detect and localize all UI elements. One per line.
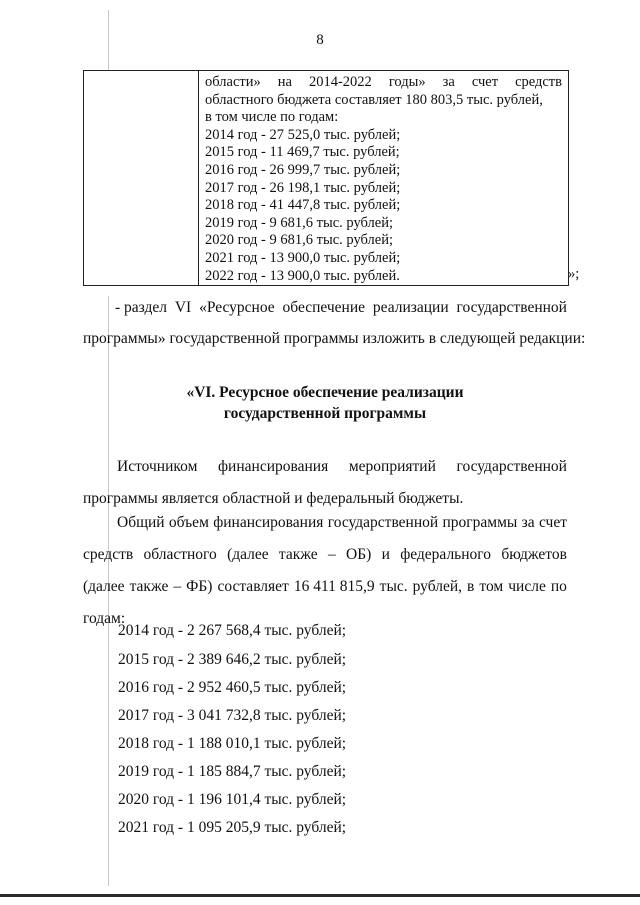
table-line: 2020 год - 9 681,6 тыс. рублей; bbox=[205, 232, 393, 249]
table-line: в том числе по годам: bbox=[205, 109, 339, 126]
table-line: 2021 год - 13 900,0 тыс. рублей; bbox=[205, 249, 401, 266]
table-cell-left bbox=[84, 71, 199, 286]
year-item: 2020 год - 1 196 101,4 тыс. рублей; bbox=[118, 791, 347, 808]
year-item: 2017 год - 3 041 732,8 тыс. рублей; bbox=[118, 707, 347, 724]
closing-quote: »; bbox=[568, 266, 580, 282]
table-cell-right bbox=[199, 71, 569, 286]
table-line: области» на 2014-2022 годы» за счет средств bbox=[205, 74, 562, 90]
scan-artifact-line bbox=[108, 10, 109, 70]
scan-bottom-edge bbox=[0, 894, 640, 897]
year-item: 2014 год - 2 267 568,4 тыс. рублей; bbox=[118, 622, 347, 639]
year-item: 2019 год - 1 185 884,7 тыс. рублей; bbox=[118, 763, 347, 780]
year-item: 2018 год - 1 188 010,1 тыс. рублей; bbox=[118, 735, 347, 752]
table-line: 2015 год - 11 469,7 тыс. рублей; bbox=[205, 144, 400, 161]
table-line: 2016 год - 26 999,7 тыс. рублей; bbox=[205, 161, 401, 178]
paragraph-total-volume: Общий объем финансирования государственной программы за счет средств областного (далее также – ОБ) и федерального бюджетов (далее также – ФБ) составляет 16 411 815,9 тыс. рублей, в том числе по годам: bbox=[83, 514, 567, 627]
table-line: 2019 год - 9 681,6 тыс. рублей; bbox=[205, 214, 393, 231]
table-line: 2018 год - 41 447,8 тыс. рублей; bbox=[205, 197, 401, 214]
page-number: 8 bbox=[316, 32, 324, 48]
table-line: 2022 год - 13 900,0 тыс. рублей. bbox=[205, 267, 400, 284]
year-item: 2016 год - 2 952 460,5 тыс. рублей; bbox=[118, 679, 347, 696]
table-line: областного бюджета составляет 180 803,5 тыс. рублей, bbox=[205, 91, 543, 108]
continued-table bbox=[83, 70, 569, 286]
paragraph-funding-source: Источником финансирования мероприятий государственной программы является областной и федеральный бюджеты. bbox=[83, 458, 567, 507]
table-line: 2017 год - 26 198,1 тыс. рублей; bbox=[205, 179, 401, 196]
intro-paragraph: - раздел VI «Ресурсное обеспечение реализации государственной программы» государственной программы изложить в следующей редакции: bbox=[83, 299, 586, 347]
section-title: «VI. Ресурсное обеспечение реализации государственной программы bbox=[186, 384, 464, 422]
year-item: 2021 год - 1 095 205,9 тыс. рублей; bbox=[118, 819, 347, 836]
table-line: 2014 год - 27 525,0 тыс. рублей; bbox=[205, 126, 401, 143]
year-item: 2015 год - 2 389 646,2 тыс. рублей; bbox=[118, 651, 347, 668]
